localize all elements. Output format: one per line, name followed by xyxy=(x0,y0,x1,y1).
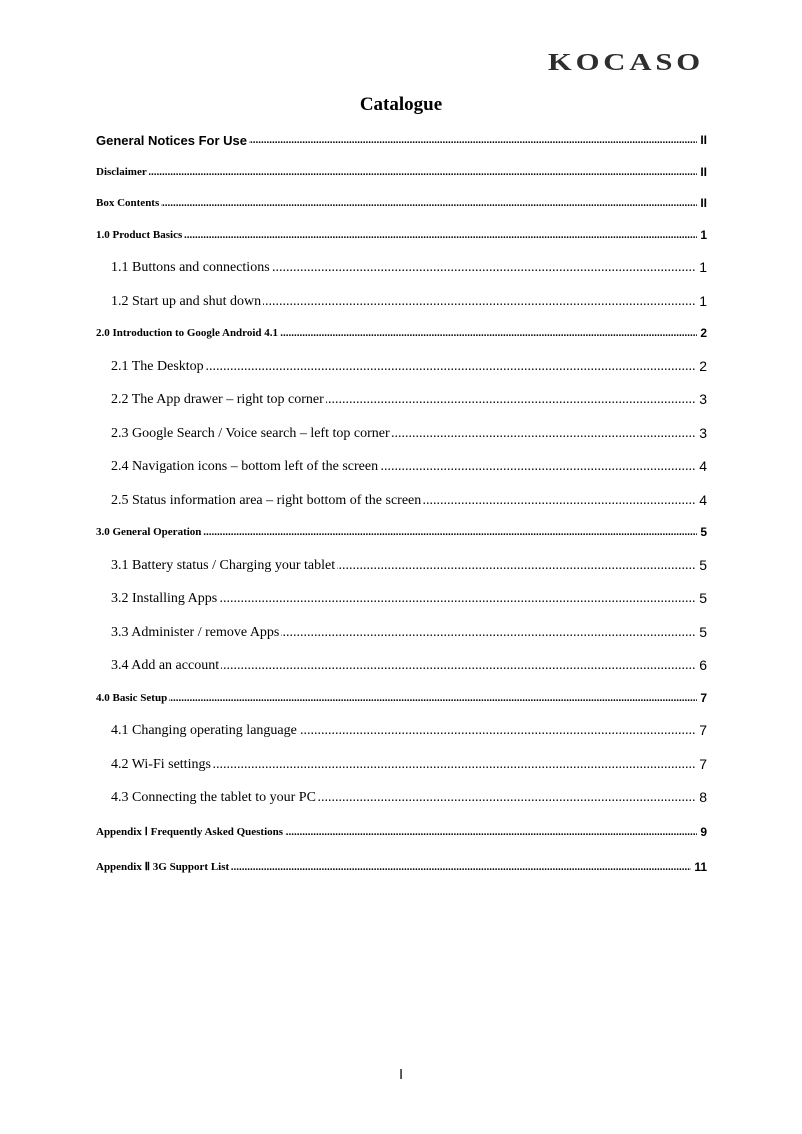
toc-entry-the-desktop[interactable] xyxy=(96,350,707,384)
toc-entry-title: 1.2 Start up and shut down xyxy=(111,293,262,309)
toc-entry-page: 5 xyxy=(697,517,707,549)
toc-entry-title: 4.2 Wi-Fi settings xyxy=(111,756,211,772)
toc-entry-page: II xyxy=(697,188,707,220)
toc-entry-appendix-faq[interactable] xyxy=(96,815,707,850)
toc-entry-basic-setup[interactable] xyxy=(96,683,707,715)
toc-entry-title: 3.2 Installing Apps xyxy=(111,591,218,606)
toc-entry-page: 5 xyxy=(696,582,707,616)
toc-entry-title: 2.3 Google Search / Voice search – left top corner xyxy=(111,425,390,441)
toc-entry-page: 1 xyxy=(696,285,707,319)
toc-entry-page: 6 xyxy=(696,649,707,683)
toc-entry-title: 4.3 Connecting the tablet to your PC xyxy=(111,790,316,805)
toc-entry-box-contents[interactable] xyxy=(96,188,707,220)
toc-entry-page: 1 xyxy=(697,220,707,252)
toc-entry-page: 7 xyxy=(697,683,707,715)
toc-entry-title: General Notices For Use xyxy=(96,133,247,148)
toc-entry-appendix-3g-support[interactable] xyxy=(96,850,707,885)
toc-entry-general-operation[interactable] xyxy=(96,517,707,549)
toc-entry-battery-status[interactable] xyxy=(96,549,707,583)
toc-entry-title: 3.3 Administer / remove Apps xyxy=(111,624,280,640)
toc-entry-page: 9 xyxy=(697,815,707,850)
toc-entry-introduction-to-android[interactable] xyxy=(96,318,707,350)
toc-entry-page: 5 xyxy=(696,549,707,583)
kocaso-logo: KOCASO xyxy=(547,50,704,76)
toc-entry-title: 3.4 Add an account xyxy=(111,658,220,673)
toc-entry-start-up-and-shut-down[interactable] xyxy=(96,285,707,319)
toc-entry-app-drawer[interactable] xyxy=(96,383,707,417)
toc-entry-navigation-icons[interactable] xyxy=(96,450,707,484)
toc-entry-title: 2.1 The Desktop xyxy=(111,358,204,374)
toc-entry-connecting-to-pc[interactable] xyxy=(96,781,707,815)
toc-entry-title: Box Contents xyxy=(96,197,160,209)
toc-entry-page: 3 xyxy=(696,383,707,417)
toc-entry-title: 2.5 Status information area – right bottom of the screen xyxy=(111,492,422,508)
page-title: Catalogue xyxy=(359,94,443,115)
toc-entry-installing-apps[interactable] xyxy=(96,582,707,616)
toc-entry-page: 7 xyxy=(696,714,707,748)
toc-entry-administer-remove-apps[interactable] xyxy=(96,616,707,650)
toc-entry-title: 4.0 Basic Setup xyxy=(96,691,168,704)
toc-entry-google-search[interactable] xyxy=(96,417,707,451)
toc-entry-title: 1.1 Buttons and connections xyxy=(111,260,270,275)
toc-entry-buttons-and-connections[interactable] xyxy=(96,251,707,285)
toc-entry-title: 2.4 Navigation icons – bottom left of the screen xyxy=(111,459,379,474)
toc-entry-title: 3.1 Battery status / Charging your tablet xyxy=(111,557,336,573)
toc-entry-title: Appendix Ⅰ Frequently Asked Questions xyxy=(96,825,284,838)
toc-entry-product-basics[interactable] xyxy=(96,220,707,252)
toc-entry-page: 7 xyxy=(696,748,707,782)
toc-entry-title: 2.2 The App drawer – right top corner xyxy=(111,392,324,407)
toc-entry-page: 2 xyxy=(697,318,707,350)
toc-entry-page: 11 xyxy=(691,850,707,885)
toc-entry-title: Appendix Ⅱ 3G Support List xyxy=(96,860,230,873)
toc-entry-page: 2 xyxy=(696,350,707,384)
toc-entry-title: 1.0 Product Basics xyxy=(96,228,183,241)
table-of-contents xyxy=(96,125,707,885)
toc-entry-page: 8 xyxy=(696,781,707,815)
page-number: Ⅰ xyxy=(399,1068,403,1083)
toc-entry-page: II xyxy=(697,125,707,157)
toc-entry-page: 5 xyxy=(696,616,707,650)
toc-entry-add-an-account[interactable] xyxy=(96,649,707,683)
toc-entry-title: 2.0 Introduction to Google Android 4.1 xyxy=(96,327,279,339)
toc-entry-page: II xyxy=(697,157,707,189)
toc-entry-changing-language[interactable] xyxy=(96,714,707,748)
toc-entry-title: 4.1 Changing operating language xyxy=(111,723,297,738)
toc-entry-page: 4 xyxy=(696,484,707,518)
toc-entry-wifi-settings[interactable] xyxy=(96,748,707,782)
toc-entry-status-information-area[interactable] xyxy=(96,484,707,518)
toc-entry-title: Disclaimer xyxy=(96,165,147,178)
toc-entry-page: 1 xyxy=(696,251,707,285)
toc-entry-general-notices[interactable] xyxy=(96,125,707,157)
toc-entry-disclaimer[interactable] xyxy=(96,157,707,189)
toc-entry-page: 3 xyxy=(696,417,707,451)
toc-entry-page: 4 xyxy=(696,450,707,484)
toc-entry-title: 3.0 General Operation xyxy=(96,526,202,538)
